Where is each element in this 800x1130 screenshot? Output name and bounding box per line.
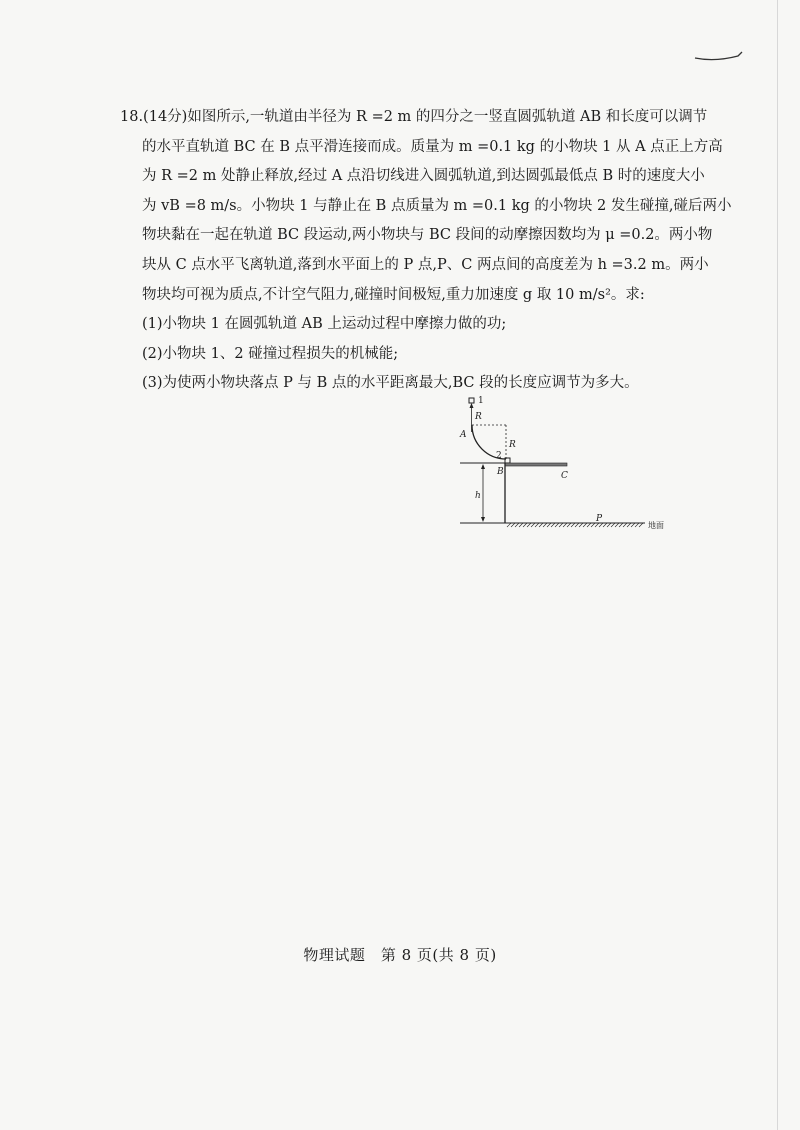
label-h: h <box>475 491 481 501</box>
pen-mark <box>690 40 750 70</box>
label-R-side: R <box>509 440 516 450</box>
page-footer: 物理试题 第 8 页(共 8 页) <box>303 946 497 964</box>
label-C: C <box>561 471 568 481</box>
arrow-h-up <box>481 464 485 469</box>
block-1 <box>469 398 474 403</box>
label-block-2: 2 <box>496 451 502 461</box>
label-ground: 地面 <box>648 521 664 530</box>
problem-18 <box>120 103 732 399</box>
arrow-up <box>470 403 474 408</box>
problem-line: 18.(14分)如图所示,一轨道由半径为 R =2 m 的四分之一竖直圆弧轨道 AB 和长度可以调节 <box>120 109 708 125</box>
question-3: (3)为使两小物块落点 P 与 B 点的水平距离最大,BC 段的长度应调节为多大。 <box>142 375 639 392</box>
ground-hatch <box>507 523 643 527</box>
label-A: A <box>460 430 467 440</box>
label-block-1: 1 <box>478 396 484 406</box>
problem-line: 为 R =2 m 处静止释放,经过 A 点沿切线进入圆弧轨道,到达圆弧最低点 B 时的速度大小 <box>142 168 705 185</box>
problem-line: 物块黏在一起在轨道 BC 段运动,两小物块与 BC 段间的动摩擦因数均为 μ =0.2。两小物 <box>142 227 713 244</box>
label-B: B <box>497 467 504 477</box>
question-1: (1)小物块 1 在圆弧轨道 AB 上运动过程中摩擦力做的功; <box>142 316 507 333</box>
problem-line: 的水平直轨道 BC 在 B 点平滑连接而成。质量为 m =0.1 kg 的小物块 1 从 A 点正上方高 <box>142 138 723 155</box>
question-2: (2)小物块 1、2 碰撞过程损失的机械能; <box>142 345 399 362</box>
arrow-h-down <box>481 517 485 522</box>
problem-line: 为 vB =8 m/s。小物块 1 与静止在 B 点质量为 m =0.1 kg 的小物块 2 发生碰撞,碰后两小 <box>142 197 732 214</box>
label-R-top: R <box>475 412 482 422</box>
track-BC <box>505 463 567 466</box>
problem-line: 物块均可视为质点,不计空气阻力,碰撞时间极短,重力加速度 g 取 10 m/s²。求: <box>142 286 645 303</box>
problem-line: 块从 C 点水平飞离轨道,落到水平面上的 P 点,P、C 两点间的高度差为 h =3.2 m。两小 <box>142 256 709 273</box>
track-diagram <box>455 392 675 542</box>
label-P: P <box>596 514 603 524</box>
